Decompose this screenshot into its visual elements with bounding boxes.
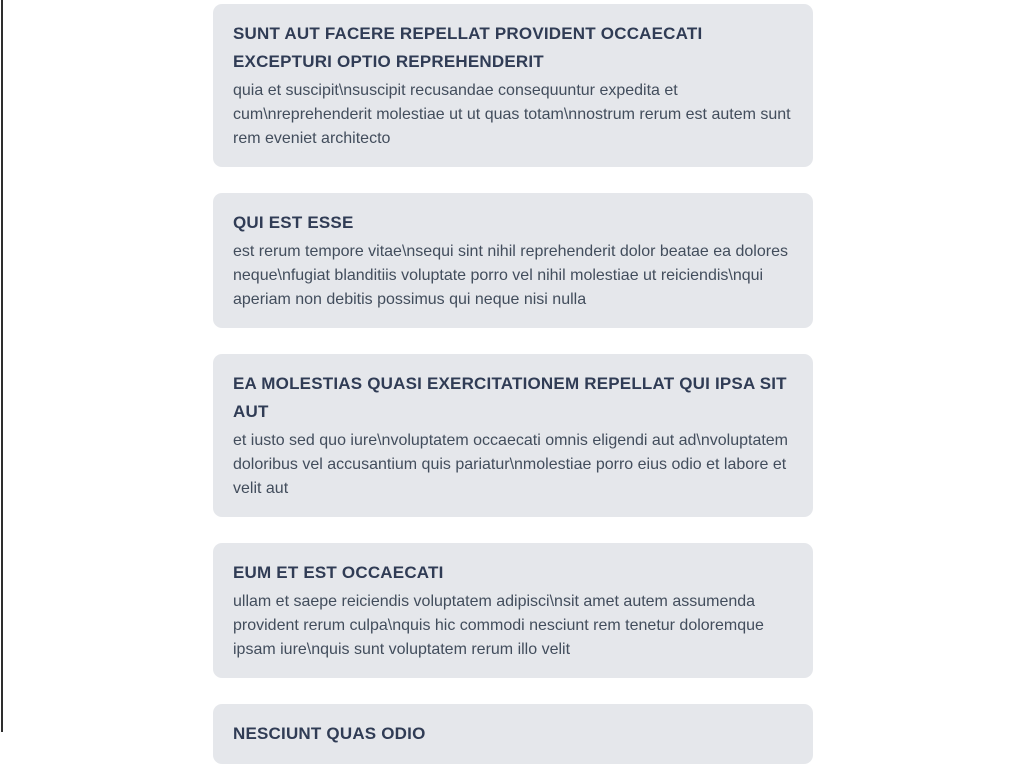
- post-title: QUI EST ESSE: [233, 213, 354, 232]
- post-body: ullam et saepe reiciendis voluptatem adipisci\nsit amet autem assumenda provident rerum culpa\nquis hic commodi nesciunt rem tenetur doloremque ipsam iure\nquis sunt voluptatem rerum illo velit: [233, 593, 764, 658]
- post-card[interactable]: [213, 193, 813, 328]
- post-title: SUNT AUT FACERE REPELLAT PROVIDENT OCCAECATI EXCEPTURI OPTIO REPREHENDERIT: [233, 24, 703, 71]
- post-card[interactable]: [213, 4, 813, 167]
- post-title: EA MOLESTIAS QUASI EXERCITATIONEM REPELLAT QUI IPSA SIT AUT: [233, 374, 787, 421]
- post-title: EUM ET EST OCCAECATI: [233, 563, 444, 582]
- post-body: quia et suscipit\nsuscipit recusandae consequuntur expedita et cum\nreprehenderit molestiae ut ut quas totam\nnostrum rerum est autem sunt rem eveniet architecto: [233, 82, 791, 147]
- post-title: NESCIUNT QUAS ODIO: [233, 724, 426, 743]
- post-list[interactable]: [213, 4, 813, 764]
- post-body: et iusto sed quo iure\nvoluptatem occaecati omnis eligendi aut ad\nvoluptatem doloribus vel accusantium quis pariatur\nmolestiae porro eius odio et labore et velit aut: [233, 432, 789, 497]
- post-body: est rerum tempore vitae\nsequi sint nihil reprehenderit dolor beatae ea dolores neque\nfugiat blanditiis voluptate porro vel nihil molestiae ut reiciendis\nqui aperiam non debitis possimus qui neque nisi nulla: [233, 243, 788, 308]
- window-left-border: [1, 0, 3, 732]
- post-card[interactable]: [213, 354, 813, 517]
- post-card[interactable]: [213, 704, 813, 764]
- post-card[interactable]: [213, 543, 813, 678]
